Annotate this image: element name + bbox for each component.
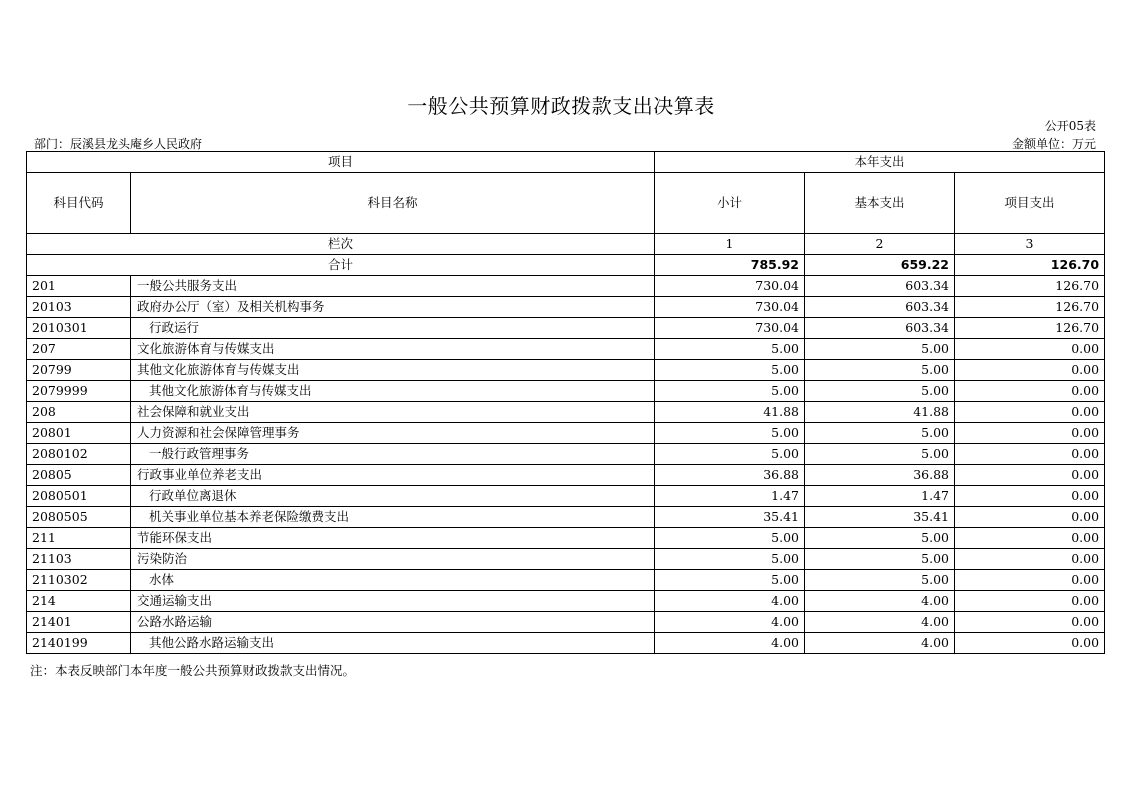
row-code: 21401 bbox=[27, 612, 131, 633]
table-row bbox=[27, 297, 1105, 318]
row-basic: 603.34 bbox=[805, 297, 955, 318]
row-basic: 41.88 bbox=[805, 402, 955, 423]
table-row bbox=[27, 318, 1105, 339]
table-row bbox=[27, 381, 1105, 402]
row-basic: 5.00 bbox=[805, 570, 955, 591]
row-project: 0.00 bbox=[955, 465, 1105, 486]
total-label: 合计 bbox=[27, 255, 655, 276]
table-row bbox=[27, 360, 1105, 381]
row-project: 0.00 bbox=[955, 549, 1105, 570]
row-project: 0.00 bbox=[955, 633, 1105, 654]
header-name: 科目名称 bbox=[131, 173, 655, 234]
row-subtotal: 5.00 bbox=[655, 570, 805, 591]
row-project: 0.00 bbox=[955, 360, 1105, 381]
row-subtotal: 41.88 bbox=[655, 402, 805, 423]
row-basic: 603.34 bbox=[805, 276, 955, 297]
row-code: 2080102 bbox=[27, 444, 131, 465]
header-project-expenditure: 项目支出 bbox=[955, 173, 1105, 234]
row-subtotal: 730.04 bbox=[655, 297, 805, 318]
row-code: 208 bbox=[27, 402, 131, 423]
row-basic: 5.00 bbox=[805, 549, 955, 570]
row-name: 行政事业单位养老支出 bbox=[131, 465, 655, 486]
row-name: 一般行政管理事务 bbox=[131, 444, 655, 465]
row-basic: 36.88 bbox=[805, 465, 955, 486]
row-project: 0.00 bbox=[955, 591, 1105, 612]
total-project: 126.70 bbox=[955, 255, 1105, 276]
table-row bbox=[27, 507, 1105, 528]
row-name: 人力资源和社会保障管理事务 bbox=[131, 423, 655, 444]
row-name: 行政单位离退休 bbox=[131, 486, 655, 507]
row-code: 214 bbox=[27, 591, 131, 612]
row-code: 20799 bbox=[27, 360, 131, 381]
row-code: 2079999 bbox=[27, 381, 131, 402]
row-subtotal: 5.00 bbox=[655, 528, 805, 549]
row-basic: 35.41 bbox=[805, 507, 955, 528]
row-subtotal: 5.00 bbox=[655, 444, 805, 465]
row-basic: 5.00 bbox=[805, 339, 955, 360]
row-name: 行政运行 bbox=[131, 318, 655, 339]
form-number: 公开05表 bbox=[1044, 119, 1096, 133]
row-code: 20805 bbox=[27, 465, 131, 486]
header-basic: 基本支出 bbox=[805, 173, 955, 234]
table-row bbox=[27, 276, 1105, 297]
row-subtotal: 730.04 bbox=[655, 276, 805, 297]
row-code: 2080505 bbox=[27, 507, 131, 528]
row-project: 0.00 bbox=[955, 528, 1105, 549]
row-project: 126.70 bbox=[955, 318, 1105, 339]
row-basic: 5.00 bbox=[805, 528, 955, 549]
row-name: 节能环保支出 bbox=[131, 528, 655, 549]
row-project: 0.00 bbox=[955, 507, 1105, 528]
row-code: 20103 bbox=[27, 297, 131, 318]
table-row bbox=[27, 549, 1105, 570]
row-subtotal: 4.00 bbox=[655, 591, 805, 612]
department-label: 部门：辰溪县龙头庵乡人民政府 bbox=[34, 137, 203, 151]
row-name: 交通运输支出 bbox=[131, 591, 655, 612]
row-basic: 4.00 bbox=[805, 591, 955, 612]
row-code: 21103 bbox=[27, 549, 131, 570]
table-row bbox=[27, 612, 1105, 633]
row-project: 0.00 bbox=[955, 570, 1105, 591]
row-project: 126.70 bbox=[955, 297, 1105, 318]
row-name: 政府办公厅（室）及相关机构事务 bbox=[131, 297, 655, 318]
row-name: 机关事业单位基本养老保险缴费支出 bbox=[131, 507, 655, 528]
table-row bbox=[27, 486, 1105, 507]
row-name: 其他文化旅游体育与传媒支出 bbox=[131, 381, 655, 402]
row-subtotal: 36.88 bbox=[655, 465, 805, 486]
table-row bbox=[27, 423, 1105, 444]
table-row bbox=[27, 591, 1105, 612]
header-row-2 bbox=[27, 173, 1105, 234]
header-subtotal: 小计 bbox=[655, 173, 805, 234]
unit-label: 金额单位：万元 bbox=[1011, 137, 1096, 151]
column-order-label: 栏次 bbox=[27, 234, 655, 255]
row-code: 211 bbox=[27, 528, 131, 549]
table-row bbox=[27, 528, 1105, 549]
row-name: 水体 bbox=[131, 570, 655, 591]
row-subtotal: 5.00 bbox=[655, 423, 805, 444]
table-row bbox=[27, 444, 1105, 465]
row-code: 20801 bbox=[27, 423, 131, 444]
header-row-1 bbox=[27, 152, 1105, 173]
row-name: 其他文化旅游体育与传媒支出 bbox=[131, 360, 655, 381]
row-project: 0.00 bbox=[955, 444, 1105, 465]
row-subtotal: 35.41 bbox=[655, 507, 805, 528]
row-subtotal: 4.00 bbox=[655, 612, 805, 633]
row-subtotal: 1.47 bbox=[655, 486, 805, 507]
column-number-2: 2 bbox=[805, 234, 955, 255]
row-code: 2110302 bbox=[27, 570, 131, 591]
table-row bbox=[27, 402, 1105, 423]
row-name: 社会保障和就业支出 bbox=[131, 402, 655, 423]
report-title: 一般公共预算财政拨款支出决算表 bbox=[407, 94, 715, 118]
row-subtotal: 730.04 bbox=[655, 318, 805, 339]
row-basic: 5.00 bbox=[805, 444, 955, 465]
total-basic: 659.22 bbox=[805, 255, 955, 276]
row-basic: 5.00 bbox=[805, 381, 955, 402]
row-basic: 5.00 bbox=[805, 423, 955, 444]
column-order-row bbox=[27, 234, 1105, 255]
row-basic: 4.00 bbox=[805, 612, 955, 633]
table-row bbox=[27, 339, 1105, 360]
expenditure-table bbox=[26, 151, 1105, 654]
row-subtotal: 5.00 bbox=[655, 381, 805, 402]
row-code: 201 bbox=[27, 276, 131, 297]
header-current-year: 本年支出 bbox=[655, 152, 1105, 173]
row-subtotal: 5.00 bbox=[655, 360, 805, 381]
row-name: 一般公共服务支出 bbox=[131, 276, 655, 297]
row-project: 0.00 bbox=[955, 381, 1105, 402]
column-number-3: 3 bbox=[955, 234, 1105, 255]
row-name: 公路水路运输 bbox=[131, 612, 655, 633]
footnote: 注：本表反映部门本年度一般公共预算财政拨款支出情况。 bbox=[30, 663, 356, 678]
row-project: 0.00 bbox=[955, 423, 1105, 444]
row-project: 126.70 bbox=[955, 276, 1105, 297]
row-basic: 5.00 bbox=[805, 360, 955, 381]
row-subtotal: 5.00 bbox=[655, 339, 805, 360]
row-project: 0.00 bbox=[955, 612, 1105, 633]
column-number-1: 1 bbox=[655, 234, 805, 255]
total-subtotal: 785.92 bbox=[655, 255, 805, 276]
row-name: 文化旅游体育与传媒支出 bbox=[131, 339, 655, 360]
row-code: 2010301 bbox=[27, 318, 131, 339]
header-project: 项目 bbox=[27, 152, 655, 173]
row-subtotal: 5.00 bbox=[655, 549, 805, 570]
table-row bbox=[27, 633, 1105, 654]
total-row bbox=[27, 255, 1105, 276]
row-project: 0.00 bbox=[955, 402, 1105, 423]
row-code: 207 bbox=[27, 339, 131, 360]
header-code: 科目代码 bbox=[27, 173, 131, 234]
row-code: 2140199 bbox=[27, 633, 131, 654]
table-row bbox=[27, 570, 1105, 591]
row-subtotal: 4.00 bbox=[655, 633, 805, 654]
row-basic: 4.00 bbox=[805, 633, 955, 654]
row-project: 0.00 bbox=[955, 486, 1105, 507]
row-basic: 603.34 bbox=[805, 318, 955, 339]
table-row bbox=[27, 465, 1105, 486]
row-code: 2080501 bbox=[27, 486, 131, 507]
row-project: 0.00 bbox=[955, 339, 1105, 360]
row-name: 污染防治 bbox=[131, 549, 655, 570]
row-name: 其他公路水路运输支出 bbox=[131, 633, 655, 654]
row-basic: 1.47 bbox=[805, 486, 955, 507]
